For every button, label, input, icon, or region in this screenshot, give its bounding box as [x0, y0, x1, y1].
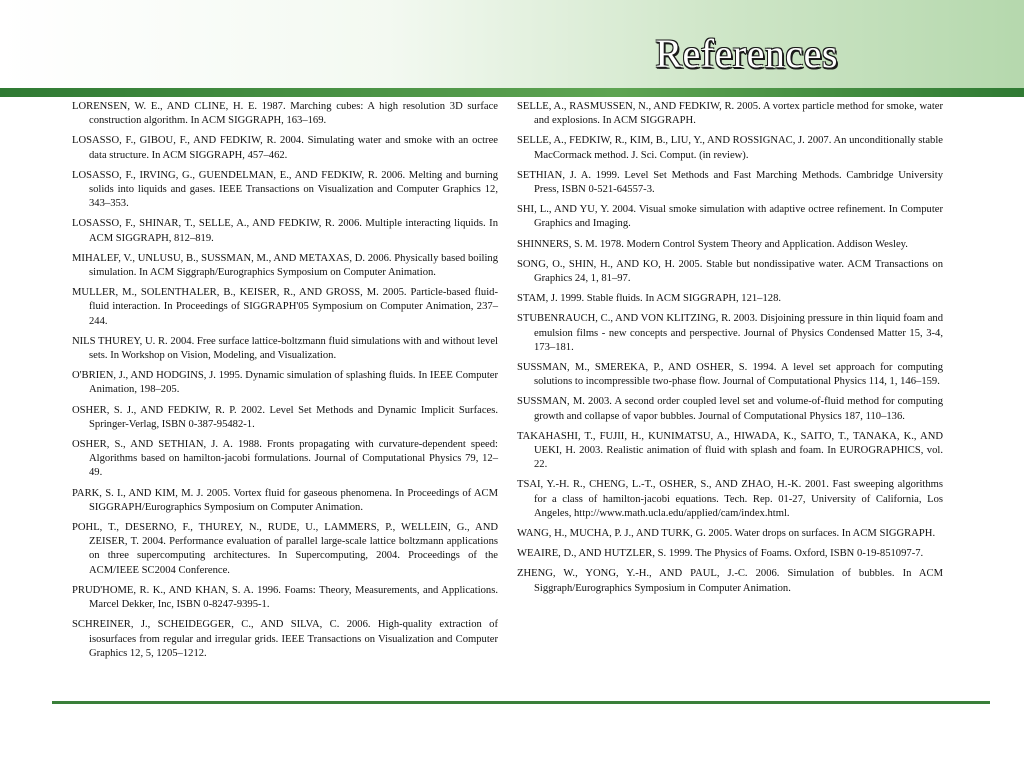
reference-item: SHINNERS, S. M. 1978. Modern Control System Theory and Application. Addison Wesley. [517, 238, 908, 250]
reference-item: TSAI, Y.-H. R., CHENG, L.-T., OSHER, S., AND ZHAO, H.-K. 2001. Fast sweeping algorithms for a class of hamilton-jacobi equations. Tech. Rep. 01-27, University of California, Los Angeles, http://www.math.ucla.edu/applied/cam/index.html. [517, 479, 943, 519]
slide-title: References [655, 31, 838, 76]
reference-item: STAM, J. 1999. Stable fluids. In ACM SIGGRAPH, 121–128. [517, 293, 782, 305]
reference-item: SCHREINER, J., SCHEIDEGGER, C., AND SILVA, C. 2006. High-quality extraction of isosurfaces from regular and irregular grids. IEEE Transactions on Visualization and Computer Graphics 12, 5, 1205–1212. [72, 619, 498, 659]
reference-item: SELLE, A., FEDKIW, R., KIM, B., LIU, Y., AND ROSSIGNAC, J. 2007. An unconditionally stable MacCormack method. J. Sci. Comput. (in review). [517, 135, 943, 161]
reference-item: POHL, T., DESERNO, F., THUREY, N., RUDE, U., LAMMERS, P., WELLEIN, G., AND ZEISER, T. 2004. Performance evaluation of parallel large-scale lattice boltzmann applications on three supercomputing architectures. In Supercomputing, 2004. Proceedings of the ACM/IEEE SC2004 Conference. [72, 522, 498, 576]
footer-divider [52, 701, 990, 704]
reference-item: STUBENRAUCH, C., AND VON KLITZING, R. 2003. Disjoining pressure in thin liquid foam and emulsion films - new concepts and perspective. Journal of Physics Condensed Matter 15, 3-4, 173–181. [517, 313, 943, 353]
reference-item: ZHENG, W., YONG, Y.-H., AND PAUL, J.-C. 2006. Simulation of bubbles. In ACM Siggraph/Eurographics Symposium in Computer Animation. [517, 568, 943, 594]
reference-item: SETHIAN, J. A. 1999. Level Set Methods and Fast Marching Methods. Cambridge University Press, ISBN 0-521-64557-3. [517, 169, 943, 196]
reference-item: SHI, L., AND YU, Y. 2004. Visual smoke simulation with adaptive octree refinement. In Computer Graphics and Imaging. [517, 204, 943, 230]
reference-item: LOSASSO, F., IRVING, G., GUENDELMAN, E., AND FEDKIW, R. 2006. Melting and burning solids into liquids and gases. IEEE Transactions on Visualization and Computer Graphics 12, 343–353. [72, 169, 498, 210]
reference-item: SELLE, A., RASMUSSEN, N., AND FEDKIW, R. 2005. A vortex particle method for smoke, water and explosions. In ACM SIGGRAPH. [517, 101, 943, 127]
title-banner [0, 0, 1024, 88]
reference-item: SONG, O., SHIN, H., AND KO, H. 2005. Stable but nondissipative water. ACM Transactions on Graphics 24, 1, 81–97. [517, 258, 943, 285]
reference-item: PRUD'HOME, R. K., AND KHAN, S. A. 1996. Foams: Theory, Measurements, and Applications. Marcel Dekker, Inc, ISBN 0-8247-9395-1. [72, 584, 498, 611]
references-right-column [517, 100, 943, 602]
reference-item: MULLER, M., SOLENTHALER, B., KEISER, R., AND GROSS, M. 2005. Particle-based fluid-fluid interaction. In Proceedings of SIGGRAPH'05 Symposium on Computer Animation, 237–244. [72, 287, 498, 327]
reference-item: WANG, H., MUCHA, P. J., AND TURK, G. 2005. Water drops on surfaces. In ACM SIGGRAPH. [517, 528, 936, 540]
reference-item: OSHER, S., AND SETHIAN, J. A. 1988. Fronts propagating with curvature-dependent speed: Algorithms based on hamilton-jacobi formulations. Journal of Computational Physics 79, 12–49. [72, 439, 498, 479]
reference-item: MIHALEF, V., UNLUSU, B., SUSSMAN, M., AND METAXAS, D. 2006. Physically based boiling simulation. In ACM Siggraph/Eurographics Symposium on Computer Animation. [72, 252, 498, 279]
reference-item: SUSSMAN, M., SMEREKA, P., AND OSHER, S. 1994. A level set approach for computing solutions to incompressible two-phase flow. Journal of Computational Physics 114, 1, 146–159. [517, 362, 943, 388]
reference-item: OSHER, S. J., AND FEDKIW, R. P. 2002. Level Set Methods and Dynamic Implicit Surfaces. Springer-Verlag, ISBN 0-387-95482-1. [72, 404, 498, 430]
reference-item: LOSASSO, F., SHINAR, T., SELLE, A., AND FEDKIW, R. 2006. Multiple interacting liquids. In ACM SIGGRAPH, 812–819. [72, 218, 498, 244]
reference-item: WEAIRE, D., AND HUTZLER, S. 1999. The Physics of Foams. Oxford, ISBN 0-19-851097-7. [517, 548, 924, 560]
reference-item: PARK, S. I., AND KIM, M. J. 2005. Vortex fluid for gaseous phenomena. In Proceedings of ACM SIGGRAPH/Eurographics Symposium on Computer Animation. [72, 487, 498, 513]
reference-item: NILS THUREY, U. R. 2004. Free surface lattice-boltzmann fluid simulations with and without level sets. In Workshop on Vision, Modeling, and Visualization. [72, 335, 498, 362]
reference-item: LORENSEN, W. E., AND CLINE, H. E. 1987. Marching cubes: A high resolution 3D surface construction algorithm. In ACM SIGGRAPH, 163–169. [72, 101, 498, 127]
reference-item: TAKAHASHI, T., FUJII, H., KUNIMATSU, A., HIWADA, K., SAITO, T., TANAKA, K., AND UEKI, H. 2003. Realistic animation of fluid with splash and foam. In EUROGRAPHICS, vol. 22. [517, 430, 943, 471]
reference-item: LOSASSO, F., GIBOU, F., AND FEDKIW, R. 2004. Simulating water and smoke with an octree data structure. In ACM SIGGRAPH, 457–462. [72, 135, 498, 161]
reference-item: SUSSMAN, M. 2003. A second order coupled level set and volume-of-fluid method for computing growth and collapse of vapor bubbles. Journal of Computational Physics 187, 110–136. [517, 396, 943, 422]
references-left-column [72, 100, 498, 667]
reference-item: O'BRIEN, J., AND HODGINS, J. 1995. Dynamic simulation of splashing fluids. In IEEE Computer Animation, 198–205. [72, 370, 498, 396]
title-underline-bar [0, 88, 1024, 97]
